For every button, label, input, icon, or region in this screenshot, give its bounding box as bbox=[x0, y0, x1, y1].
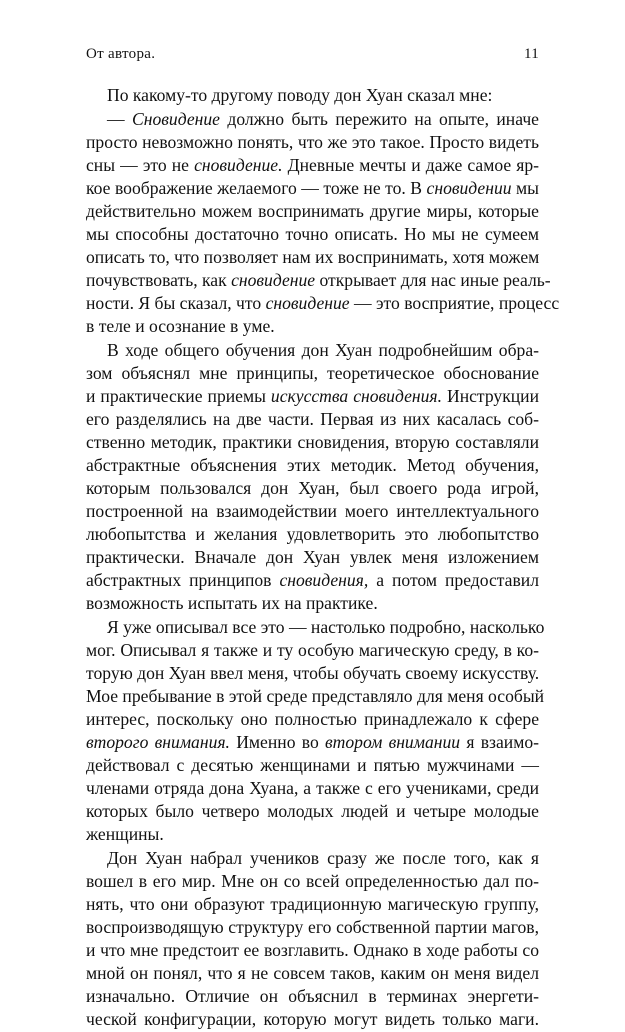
text-line bbox=[86, 523, 539, 546]
text-line bbox=[86, 592, 539, 615]
italic-term: сновидения, bbox=[279, 570, 369, 590]
italic-term: сновидение. bbox=[194, 155, 283, 175]
section-title: От автора. bbox=[86, 46, 156, 62]
text-run: женщины. bbox=[86, 824, 164, 844]
text-line bbox=[86, 616, 545, 639]
text-run: мы bbox=[511, 178, 539, 198]
text-run: действительно можем воспринимать другие миры, которые bbox=[86, 201, 539, 221]
text-line bbox=[86, 823, 539, 846]
text-line bbox=[86, 754, 539, 777]
text-line bbox=[86, 1008, 539, 1031]
text-line bbox=[86, 223, 539, 246]
text-run: воспроизводящую структуру его собственной партии магов, bbox=[86, 917, 539, 937]
text-run: Дон Хуан набрал учеников сразу же после того, как я bbox=[107, 848, 539, 868]
text-run: которых было четверо молодых людей и четыре молодые bbox=[86, 801, 539, 821]
text-line bbox=[86, 408, 539, 431]
text-run: мог. Описывал я также и ту особую магическую среду, в ко- bbox=[86, 640, 539, 660]
text-line bbox=[86, 569, 539, 592]
text-run: Дневные мечты и даже самое яр- bbox=[282, 155, 539, 175]
text-line bbox=[86, 200, 539, 223]
text-run: ности. Я бы сказал, что bbox=[86, 293, 266, 313]
text-line bbox=[86, 870, 539, 893]
text-run: действовал с десятью женщинами и пятью мужчинами — bbox=[86, 755, 539, 775]
text-line bbox=[86, 385, 539, 408]
text-line bbox=[86, 546, 539, 569]
italic-term: Сновидение bbox=[132, 109, 220, 129]
text-line bbox=[86, 893, 539, 916]
italic-term: сновидение bbox=[265, 293, 350, 313]
text-run: любопытства и желания удовлетворить это любопытство bbox=[86, 524, 539, 544]
text-run: Инструкции bbox=[442, 386, 539, 406]
text-run: интерес, поскольку оно полностью принадлежало к сфере bbox=[86, 709, 539, 729]
text-line bbox=[86, 985, 539, 1008]
paragraph bbox=[86, 108, 560, 338]
text-run: сны — это не bbox=[86, 155, 195, 175]
text-line bbox=[86, 84, 539, 107]
text-line bbox=[86, 339, 539, 362]
text-line bbox=[86, 777, 539, 800]
text-run: По какому-то другому поводу дон Хуан сказал мне: bbox=[107, 85, 493, 105]
text-run: зом объяснял мне принципы, теоретическое обоснование bbox=[86, 363, 539, 383]
text-run: мы способны достаточно точно описать. Но мы не сумеем bbox=[86, 224, 539, 244]
text-run: ственно методик, практики сновидения, вторую составляли bbox=[86, 432, 539, 452]
text-line bbox=[86, 246, 539, 269]
text-run: нять, что они образуют традиционную магическую группу, bbox=[86, 894, 539, 914]
text-line bbox=[86, 916, 539, 939]
text-run: которым пользовался дон Хуан, был своего рода игрой, bbox=[86, 478, 539, 498]
paragraph bbox=[86, 847, 539, 1031]
text-run: Я уже описывал все это — настолько подробно, насколько bbox=[107, 617, 545, 637]
text-run: его разделялись на две части. Первая из них касалась соб- bbox=[86, 409, 539, 429]
paragraph bbox=[86, 84, 539, 107]
page-number: 11 bbox=[523, 46, 539, 62]
text-run: описать то, что позволяет нам их воспринимать, хотя можем bbox=[86, 247, 540, 267]
text-line bbox=[86, 269, 551, 292]
italic-term: сновидение bbox=[231, 270, 316, 290]
text-line bbox=[86, 685, 545, 708]
text-run: членами отряда дона Хуана, а также с его учениками, среди bbox=[86, 778, 539, 798]
text-run: построенной на взаимодействии моего интеллектуального bbox=[86, 501, 539, 521]
text-run: изначально. Отличие он объяснил в терминах энергети- bbox=[86, 986, 539, 1006]
text-run: ческой конфигурации, которую могут видеть только маги. bbox=[86, 1009, 539, 1029]
text-run: в теле и осознание в уме. bbox=[86, 316, 275, 336]
text-run: просто невозможно понять, что же это такое. Просто видеть bbox=[86, 132, 539, 152]
text-run: торую дон Хуан ввел меня, чтобы обучать своему искусству. bbox=[86, 663, 540, 683]
text-line bbox=[86, 708, 539, 731]
text-run: абстрактных принципов bbox=[86, 570, 280, 590]
paragraph bbox=[86, 339, 539, 615]
text-run: открывает для нас иные реаль- bbox=[315, 270, 551, 290]
text-run: почувствовать, как bbox=[86, 270, 232, 290]
text-run: и практические приемы bbox=[86, 386, 271, 406]
italic-term: искусства сновидения. bbox=[270, 386, 442, 406]
text-line bbox=[86, 800, 539, 823]
text-run: должно быть пережито на опыте, иначе bbox=[219, 109, 539, 129]
text-line bbox=[86, 431, 539, 454]
text-run: мной он понял, что я не совсем таков, каким он меня видел bbox=[86, 963, 539, 983]
text-line bbox=[86, 315, 539, 338]
text-line bbox=[86, 939, 539, 962]
text-run: и что мне предстоит ее возглавить. Однако в ходе работы со bbox=[86, 940, 539, 960]
text-line bbox=[86, 454, 539, 477]
text-line bbox=[86, 177, 539, 200]
text-run: Мое пребывание в этой среде представляло для меня особый bbox=[86, 686, 545, 706]
text-run: кое воображение желаемого — тоже не то. В bbox=[86, 178, 427, 198]
text-line bbox=[86, 362, 539, 385]
text-line bbox=[86, 847, 539, 870]
text-run: Именно во bbox=[229, 732, 326, 752]
text-run: В ходе общего обучения дон Хуан подробнейшим обра- bbox=[107, 340, 539, 360]
text-run: возможность испытать их на практике. bbox=[86, 593, 378, 613]
text-line bbox=[86, 131, 539, 154]
text-line bbox=[86, 154, 539, 177]
italic-term: втором внимании bbox=[325, 732, 461, 752]
text-line bbox=[86, 292, 560, 315]
text-line bbox=[86, 477, 539, 500]
text-line bbox=[86, 108, 539, 131]
italic-term: сновидении bbox=[426, 178, 512, 198]
text-line bbox=[86, 500, 539, 523]
text-run: вошел в его мир. Мне он со всей определенностью дал по- bbox=[86, 871, 539, 891]
text-run: а потом предоставил bbox=[368, 570, 539, 590]
text-line bbox=[86, 731, 539, 754]
text-line bbox=[86, 639, 539, 662]
text-run: — это восприятие, процесс bbox=[349, 293, 560, 313]
text-run: практически. Вначале дон Хуан увлек меня изложением bbox=[86, 547, 539, 567]
text-run: абстрактные объяснения этих методик. Метод обучения, bbox=[86, 455, 539, 475]
body-text bbox=[86, 84, 560, 1032]
text-run: — bbox=[107, 109, 133, 129]
text-line bbox=[86, 662, 539, 685]
paragraph bbox=[86, 616, 545, 846]
text-run: я взаимо- bbox=[460, 732, 539, 752]
running-head bbox=[86, 46, 539, 68]
italic-term: второго внимания. bbox=[86, 732, 230, 752]
text-line bbox=[86, 962, 539, 985]
